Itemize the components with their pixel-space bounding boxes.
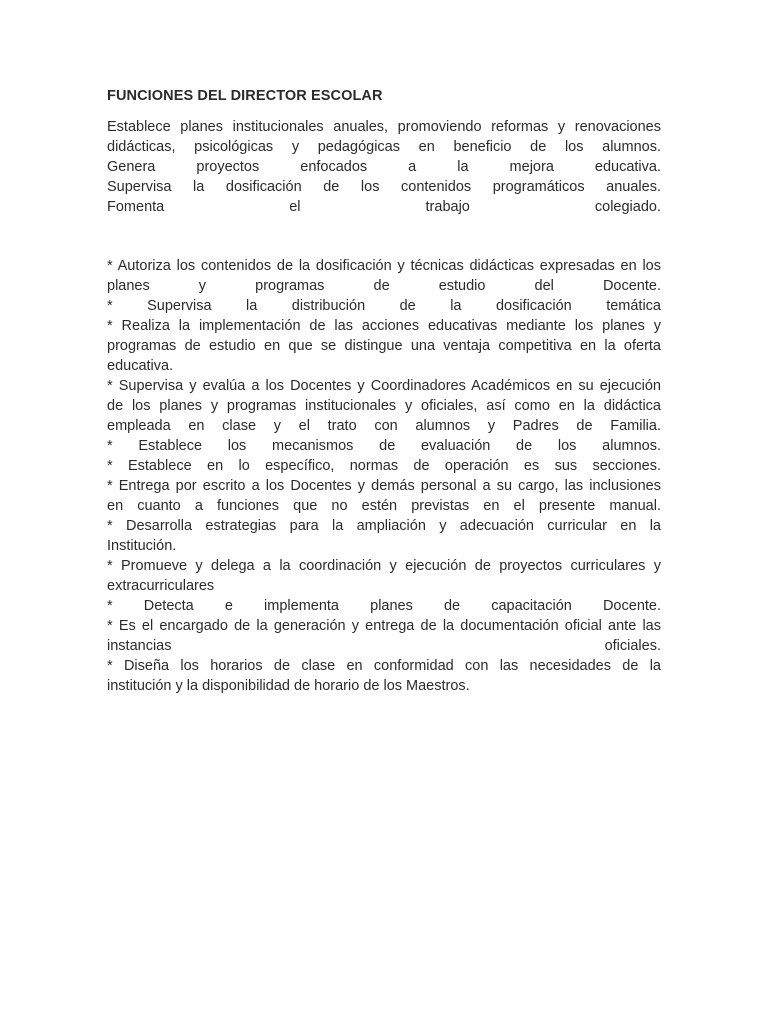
list-line: * Promueve y delega a la coordinación y ejecución de proyectos curriculares y: [107, 558, 661, 574]
list-line: instancias oficiales.: [107, 638, 661, 654]
list-line: planes y programas de estudio del Docente.: [107, 278, 661, 294]
list-line: * Supervisa la distribución de la dosificación temática: [107, 298, 661, 314]
list-line: de los planes y programas institucionales y oficiales, así como en la didáctica: [107, 398, 661, 414]
document-title: FUNCIONES DEL DIRECTOR ESCOLAR: [107, 88, 383, 104]
list-line: * Realiza la implementación de las acciones educativas mediante los planes y: [107, 318, 661, 334]
intro-line: Supervisa la dosificación de los contenidos programáticos anuales.: [107, 179, 661, 195]
list-line: empleada en clase y el trato con alumnos y Padres de Familia.: [107, 418, 661, 434]
intro-line: didácticas, psicológicas y pedagógicas en beneficio de los alumnos.: [107, 139, 661, 155]
list-line: institución y la disponibilidad de horario de los Maestros.: [107, 678, 470, 694]
list-line: * Supervisa y evalúa a los Docentes y Coordinadores Académicos en su ejecución: [107, 378, 661, 394]
list-line: * Detecta e implementa planes de capacitación Docente.: [107, 598, 661, 614]
list-line: * Desarrolla estrategias para la ampliación y adecuación curricular en la: [107, 518, 661, 534]
intro-line: Genera proyectos enfocados a la mejora educativa.: [107, 159, 661, 175]
intro-line: Fomenta el trabajo colegiado.: [107, 199, 661, 215]
intro-line: Establece planes institucionales anuales, promoviendo reformas y renovaciones: [107, 119, 661, 135]
list-line: educativa.: [107, 358, 174, 374]
intro-paragraph: [107, 117, 661, 217]
document-page: [107, 86, 661, 696]
list-line: en cuanto a funciones que no estén previstas en el presente manual.: [107, 498, 661, 514]
paragraph-gap: [107, 217, 661, 256]
list-line: * Establece en lo específico, normas de operación es sus secciones.: [107, 458, 661, 474]
list-line: * Es el encargado de la generación y entrega de la documentación oficial ante las: [107, 618, 661, 634]
list-line: * Autoriza los contenidos de la dosificación y técnicas didácticas expresadas en los: [107, 258, 661, 274]
functions-list: [107, 256, 661, 696]
list-line: * Entrega por escrito a los Docentes y demás personal a su cargo, las inclusiones: [107, 478, 661, 494]
list-line: * Establece los mecanismos de evaluación de los alumnos.: [107, 438, 661, 454]
list-line: Institución.: [107, 538, 177, 554]
list-line: extracurriculares: [107, 578, 215, 594]
list-line: * Diseña los horarios de clase en conformidad con las necesidades de la: [107, 658, 661, 674]
list-line: programas de estudio en que se distingue una ventaja competitiva en la oferta: [107, 338, 661, 354]
